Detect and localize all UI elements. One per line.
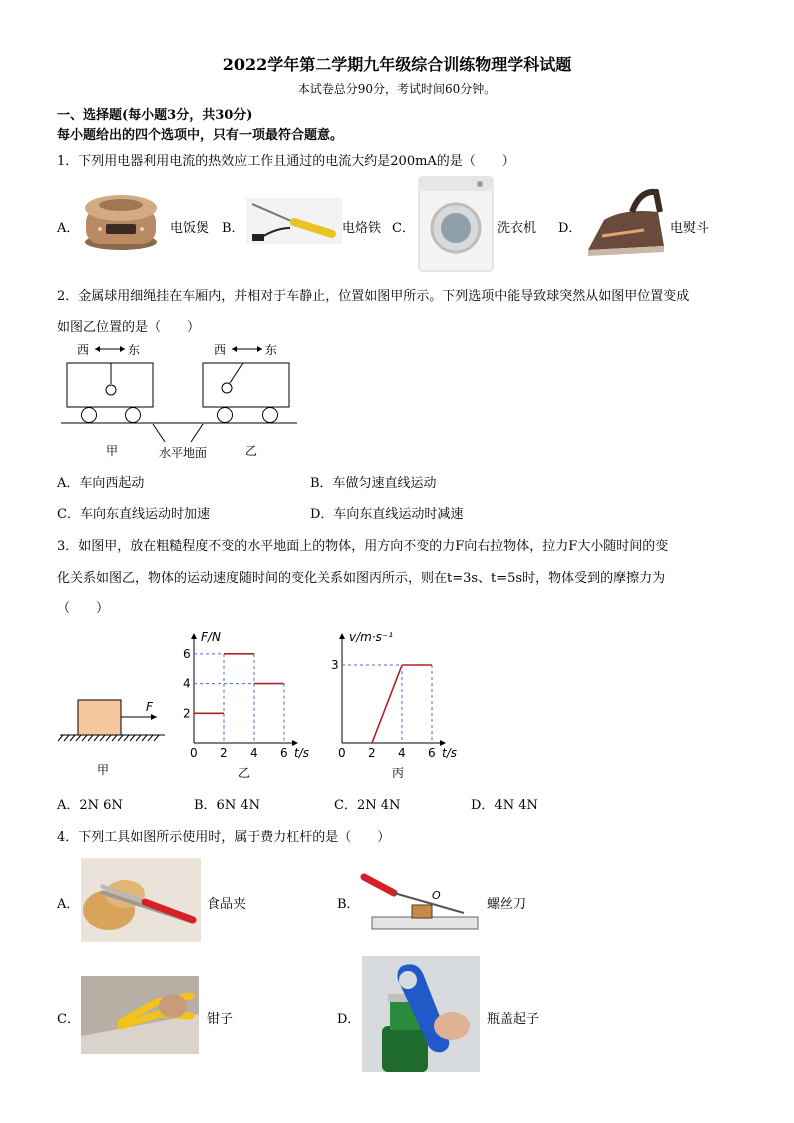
figure-label-yi: 乙: [245, 444, 258, 458]
hatch-mark: [148, 735, 153, 741]
q4-option-c-label: 钳子: [207, 1012, 234, 1027]
direction-west-label: 西: [214, 343, 227, 357]
rice-cooker-image: [80, 190, 162, 252]
page-title: 2022学年第二学期九年级综合训练物理学科试题: [222, 55, 572, 74]
figure-label-yi: 乙: [238, 766, 251, 780]
pendulum-string: [230, 363, 243, 383]
y-tick-label: 4: [183, 676, 191, 691]
electric-iron-image: [584, 186, 670, 258]
y-tick-label: 3: [331, 658, 339, 672]
q3-stem-line3: （ ）: [57, 601, 110, 616]
pivot-label: O: [432, 889, 441, 902]
q3-chart-force: [182, 623, 322, 783]
q1-stem: 1．下列用电器利用电流的热效应工作且通过的电流大约是200mA的是（ ）: [57, 154, 515, 169]
x-tick-label: 0: [190, 746, 198, 760]
force-label: F: [146, 700, 153, 714]
washing-machine-image: [418, 176, 494, 272]
q2-option-d[interactable]: D．车向东直线运动时减速: [310, 507, 464, 522]
x-tick-label: 0: [338, 746, 346, 760]
q4-stem: 4．下列工具如图所示使用时，属于费力杠杆的是（ ）: [57, 830, 391, 845]
hatch-mark: [88, 735, 93, 741]
ground-label: 水平地面: [159, 446, 208, 460]
q3-figure-jia: [57, 694, 169, 782]
figure-label-jia: 甲: [97, 763, 110, 777]
metal-ball: [222, 383, 232, 393]
block: [78, 700, 121, 735]
x-tick-label: 2: [368, 746, 376, 760]
y-axis-label: v/m·s⁻¹: [349, 630, 394, 644]
section-heading: 一、选择题(每小题3分，共30分): [57, 108, 253, 123]
hatch-mark: [106, 735, 111, 741]
series-segment: [372, 665, 402, 743]
y-tick-label: 6: [183, 646, 191, 661]
hatch-mark: [112, 735, 117, 741]
q3-stem-line1: 3．如图甲，放在粗糙程度不变的水平地面上的物体，用方向不变的力F向右拉物体，拉力F大小随时间的变: [57, 539, 669, 554]
q4-option-a-label: 食品夹: [207, 897, 247, 912]
direction-east-label: 东: [128, 343, 141, 357]
q1-option-a-label: 电饭煲: [170, 221, 210, 236]
soldering-iron-image: [246, 198, 342, 244]
x-tick-label: 4: [250, 746, 258, 760]
metal-ball: [106, 385, 116, 395]
hatch-mark: [142, 735, 147, 741]
x-tick-label: 4: [398, 746, 406, 760]
hatch-mark: [58, 735, 63, 741]
q1-option-c-label: 洗衣机: [497, 221, 537, 236]
food-tongs-image: [81, 858, 201, 942]
figure-label-bing: 丙: [392, 766, 405, 780]
q1-option-d-letter[interactable]: D．: [558, 221, 582, 236]
hatch-mark: [70, 735, 75, 741]
q4-option-c-letter[interactable]: C．: [57, 1012, 80, 1027]
q2-option-c[interactable]: C．车向东直线运动时加速: [57, 507, 210, 522]
x-tick-label: 6: [428, 746, 436, 760]
q1-option-a-letter[interactable]: A．: [57, 221, 80, 236]
q2-stem-line1: 2．金属球用细绳挂在车厢内，并相对于车静止，位置如图甲所示。下列选项中能导致球突然从如图甲位置变成: [57, 289, 690, 304]
q3-option-a[interactable]: A．2N 6N: [57, 798, 123, 813]
x-axis-label: t/s: [294, 746, 309, 760]
q2-figure: [57, 338, 307, 462]
hatch-mark: [136, 735, 141, 741]
figure-label-jia: 甲: [106, 444, 119, 458]
q2-option-a[interactable]: A．车向西起动: [57, 476, 145, 491]
x-axis-label: t/s: [442, 746, 457, 760]
q1-option-b-letter[interactable]: B．: [222, 221, 245, 236]
y-axis-arrow: [339, 633, 345, 639]
q3-option-c[interactable]: C．2N 4N: [334, 798, 401, 813]
direction-west-label: 西: [77, 343, 90, 357]
exam-info: 本试卷总分90分，考试时间60分钟。: [297, 82, 497, 96]
q1-option-c-letter[interactable]: C．: [392, 221, 415, 236]
x-tick-label: 6: [280, 746, 288, 760]
q2-stem-line2: 如图乙位置的是（ ）: [57, 320, 201, 335]
hatch-mark: [64, 735, 69, 741]
hatch-mark: [154, 735, 159, 741]
q4-option-a-letter[interactable]: A．: [57, 897, 80, 912]
direction-east-label: 东: [265, 343, 278, 357]
hatch-mark: [100, 735, 105, 741]
hatch-mark: [130, 735, 135, 741]
bottle-opener-image: [362, 956, 480, 1072]
pliers-image: [81, 976, 199, 1054]
q4-option-d-letter[interactable]: D．: [337, 1012, 361, 1027]
hatch-mark: [118, 735, 123, 741]
q1-option-d-label: 电熨斗: [670, 221, 710, 236]
q4-option-b-letter[interactable]: B．: [337, 897, 360, 912]
x-tick-label: 2: [220, 746, 228, 760]
screwdriver-figure: [360, 869, 482, 931]
hatch-mark: [124, 735, 129, 741]
q3-option-d[interactable]: D．4N 4N: [471, 798, 538, 813]
y-axis-arrow: [191, 633, 197, 639]
y-tick-label: 2: [183, 706, 191, 721]
q3-option-b[interactable]: B．6N 4N: [194, 798, 260, 813]
q2-option-b[interactable]: B．车做匀速直线运动: [310, 476, 437, 491]
ground-hatching: [58, 735, 159, 741]
q3-stem-line2: 化关系如图乙，物体的运动速度随时间的变化关系如图丙所示，则在t=3s、t=5s时，物体受到的摩擦力为: [57, 571, 666, 586]
y-axis-label: F/N: [201, 630, 221, 644]
hatch-mark: [76, 735, 81, 741]
car-yi: [203, 363, 289, 407]
q4-option-b-label: 螺丝刀: [487, 897, 527, 912]
q4-option-d-label: 瓶盖起子: [487, 1012, 540, 1027]
q3-chart-velocity: [330, 623, 470, 783]
hatch-mark: [82, 735, 87, 741]
hatch-mark: [94, 735, 99, 741]
section-instruction: 每小题给出的四个选项中，只有一项最符合题意。: [57, 128, 344, 143]
q1-option-b-label: 电烙铁: [342, 221, 382, 236]
